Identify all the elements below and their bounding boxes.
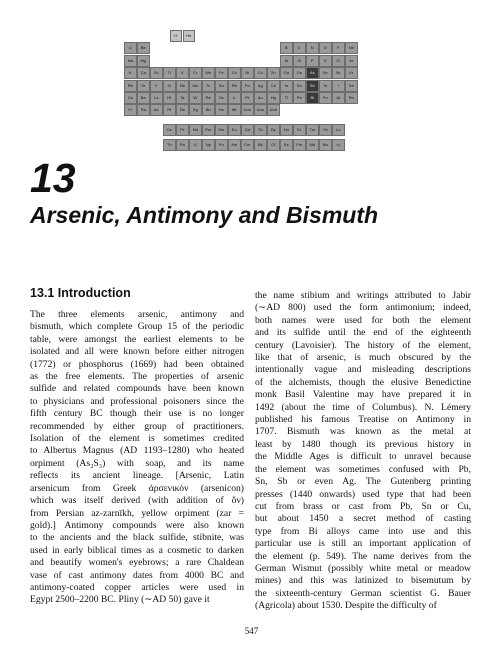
element-cell: Al [280,55,293,67]
element-cell: No [319,139,332,151]
element-cell: Sn [293,80,306,92]
text-line: type from Bi alloys came into use and this [255,525,471,537]
element-cell: Ir [228,92,241,104]
element-cell: Er [293,124,306,136]
element-cell: Rb [124,80,137,92]
text-line: intentionally vague and misleading descriptions [255,364,471,376]
text-line: cut from brass or cast from Pb, Sn or Cu, [255,500,471,512]
element-cell: Li [124,42,137,54]
text-line: the name stibium and writings attributed to Jabir [255,290,471,301]
element-cell: O [319,42,332,54]
element-cell: Bh [202,104,215,116]
text-line: century (Lavoisier). The history of the element, [255,339,471,351]
text-line: to Albertus Magnus (AD 1193–1280) who heated [30,445,244,457]
element-cell: B [280,42,293,54]
element-cell: Y [150,80,163,92]
element-cell: I [332,80,345,92]
element-cell: Np [202,139,215,151]
element-cell: Ac [150,104,163,116]
text-line: the element was sometimes confused with Pb, [255,463,471,475]
element-cell: Gd [241,124,254,136]
element-cell: Yb [319,124,332,136]
text-line: bismuth, which complete Group 15 of the periodic [30,321,244,333]
element-cell: Tm [306,124,319,136]
element-cell: Os [215,92,228,104]
element-cell: Am [228,139,241,151]
element-cell: Rf [163,104,176,116]
element-cell: Ti [163,67,176,79]
element-cell: Nb [176,80,189,92]
chapter-number: 13 [30,155,76,201]
element-cell: Md [306,139,319,151]
text-line: monk Basil Valentine may have prepared it in [255,389,471,401]
element-cell: Ra [137,104,150,116]
element-cell: F [332,42,345,54]
element-cell: Cs [124,92,137,104]
element-cell: Rh [228,80,241,92]
element-cell: N [306,42,319,54]
page-number: 547 [244,626,259,636]
element-cell: Mt [228,104,241,116]
element-cell: W [189,92,202,104]
element-cell: Fr [124,104,137,116]
text-line: of the alchemists, though the elusive Benedictine [255,376,471,388]
text-line: table, were amongst the earliest elements to be [30,333,244,345]
element-cell: Ne [345,42,358,54]
element-cell: Pb [293,92,306,104]
text-line: isolated and all were known before either nitrogen [30,346,244,358]
element-cell: Pd [241,80,254,92]
text-line: German Wismut (possibly white metal or meadow [255,562,471,574]
element-cell: Lu [332,124,345,136]
text-line: particular use is still an important application of [255,538,471,550]
element-cell: Pm [202,124,215,136]
element-cell: Eu [228,124,241,136]
element-cell: As [306,67,319,79]
text-line: 1492 (about the time of Columbus). N. Lémery [255,401,471,413]
element-cell: Ar [345,55,358,67]
element-cell: Pr [176,124,189,136]
element-cell: Tl [280,92,293,104]
element-cell: Se [319,67,332,79]
element-cell: Uuu [254,104,267,116]
text-line: gold).] Antimony compounds were also known [30,519,244,531]
element-cell: At [332,92,345,104]
element-cell: U [189,139,202,151]
element-cell: Tb [254,124,267,136]
element-cell: S [319,55,332,67]
text-line: (1772) or phosphorus (1669) had been obtained [30,358,244,370]
element-cell: Br [332,67,345,79]
element-cell: Mn [202,67,215,79]
text-line: vase of cast antimony dates from 4000 BC and [30,569,244,581]
text-line: but about 1450 a secret method of casting [255,513,471,525]
text-line: and its sulfide until the end of the eighteenth [255,327,471,339]
element-cell: Cd [267,80,280,92]
element-cell: Sc [150,67,163,79]
left-column-text [30,309,244,607]
text-line: orpiment (As₂S₃) with soap, and its name [30,457,244,469]
text-line: Egypt 2500–2200 BC. Pliny (∼AD 50) gave it [30,594,210,606]
text-line: both names were used for both the element [255,314,471,326]
periodic-table-figure [124,30,364,160]
text-line: recommended by either group of practitioners. [30,420,244,432]
element-cell: Hf [163,92,176,104]
element-cell: Ni [241,67,254,79]
element-cell: H [170,30,183,42]
element-cell: Hg [267,92,280,104]
element-cell: Bi [306,92,319,104]
text-line: the element (p. 549). The name derives from the [255,550,471,562]
element-cell: Cr [189,67,202,79]
element-cell: Ge [293,67,306,79]
element-cell: Be [137,42,150,54]
element-cell: Ca [137,67,150,79]
element-cell: Si [293,55,306,67]
element-cell: Ho [280,124,293,136]
element-cell: Ba [137,92,150,104]
text-line: The three elements arsenic, antimony and [30,309,244,320]
text-line: to physicians and professional poisoners since the [30,395,244,407]
text-line: and beautify women's eyebrows; a rare Chaldean [30,557,244,569]
element-cell: Au [254,92,267,104]
element-cell: In [280,80,293,92]
text-line: (∼AD 800) used the form antimonium; indeed, [255,302,471,314]
text-line: the Middle Ages is difficult to unravel because [255,451,471,463]
text-line: Isolation of the element is sometimes credited [30,433,244,445]
element-cell: Hs [215,104,228,116]
element-cell: Ru [215,80,228,92]
element-cell: Na [124,55,137,67]
text-line: which was itself derived (with addition of ὄν) [30,495,244,507]
element-cell: Zn [267,67,280,79]
text-line: fifth century BC though their use is no longer [30,408,244,420]
element-cell: Pt [241,92,254,104]
element-cell: Po [319,92,332,104]
element-cell: Mo [189,80,202,92]
element-cell: Ta [176,92,189,104]
right-column-text [255,290,471,613]
element-cell: Fm [293,139,306,151]
element-cell: Sm [215,124,228,136]
text-line: reflects its ancient lineage. [Arsenic, Latin [30,470,244,482]
text-line: antimony-coated copper articles were used in [30,581,244,593]
element-cell: Co [228,67,241,79]
element-cell: Re [202,92,215,104]
element-cell: C [293,42,306,54]
text-line: used in early biblical times as a cosmetic to darken [30,544,244,556]
element-cell: Xe [345,80,358,92]
element-cell: Cu [254,67,267,79]
element-cell: P [306,55,319,67]
element-cell: Sr [137,80,150,92]
element-cell: Db [176,104,189,116]
element-cell: Cf [267,139,280,151]
element-cell: Ag [254,80,267,92]
element-cell: Pa [176,139,189,151]
element-cell: Ga [280,67,293,79]
text-line: to the ancients and the black sulfide, stibnite, was [30,532,244,544]
element-cell: Uub [267,104,280,116]
element-cell: Te [319,80,332,92]
element-cell: Es [280,139,293,151]
text-line: Sn, Sb or even Ag. The Gutenberg printing [255,476,471,488]
element-cell: Pu [215,139,228,151]
element-cell: K [124,67,137,79]
element-cell: Mg [137,55,150,67]
element-cell: Th [163,139,176,151]
text-line: least by 1480 though its previous history in [255,438,471,450]
element-cell: Fe [215,67,228,79]
element-cell: V [176,67,189,79]
text-line: the sixteenth-century German scientist G. Bauer [255,587,471,599]
section-heading: 13.1 Introduction [30,286,131,300]
text-line: mines) and this was latinized to bisemutum by [255,575,471,587]
element-cell: Zr [163,80,176,92]
element-cell: Bk [254,139,267,151]
element-cell: Nd [189,124,202,136]
element-cell: Cm [241,139,254,151]
text-line: as the free elements. The properties of arsenic [30,371,244,383]
text-line: like that of arsenic, is much obscured by the [255,352,471,364]
element-cell: Cl [332,55,345,67]
chapter-title: Arsenic, Antimony and Bismuth [30,202,379,228]
text-line: 1707. Bismuth was known as the metal at [255,426,471,438]
text-line: presses (1440 onwards) used type that had been [255,488,471,500]
element-cell: Kr [345,67,358,79]
text-line: sulfide and related compounds have been known [30,383,244,395]
element-cell: Tc [202,80,215,92]
text-line: (Agricola) about 1530. Despite the difficulty of [255,600,437,612]
element-cell: Rn [345,92,358,104]
element-cell: Dy [267,124,280,136]
element-cell: Uun [241,104,254,116]
text-line: published his famous Treatise on Antimony in [255,414,471,426]
text-line: arsenicum from Greek ἀρσενικόν (arsenicon) [30,482,244,494]
element-cell: La [150,92,163,104]
element-cell: Ce [163,124,176,136]
element-cell: Sb [306,80,319,92]
text-line: from Persian az-zarnīkh, yellow orpiment (zar = [30,507,244,519]
element-cell: Sg [189,104,202,116]
element-cell: He [183,30,196,42]
element-cell: Lr [332,139,345,151]
